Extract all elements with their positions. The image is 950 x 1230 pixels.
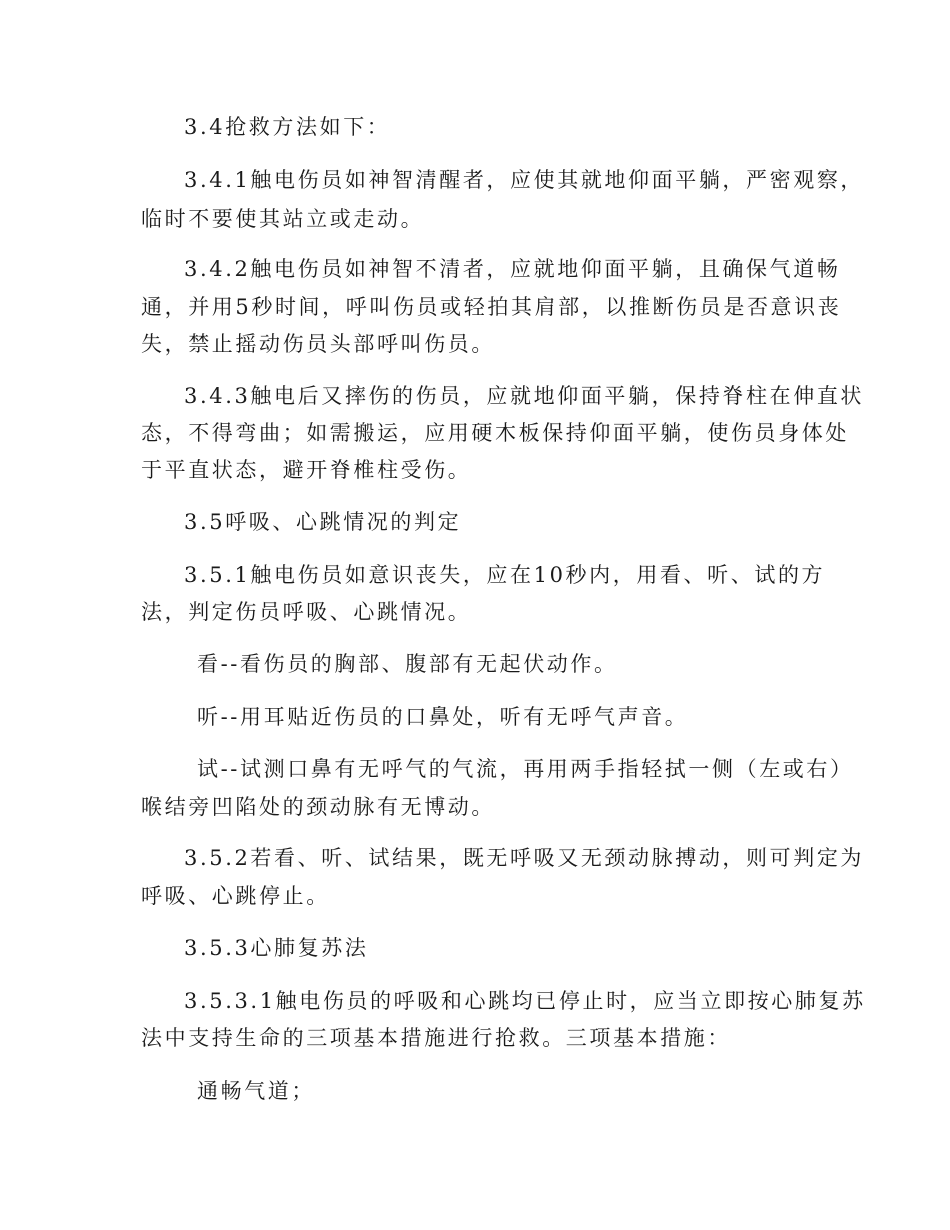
section-heading-3-4: 3.4抢救方法如下： (184, 115, 391, 139)
paragraph-3-4-3-line-3: 于平直状态，避开脊椎柱受伤。 (141, 458, 472, 482)
paragraph-3-4-2-line-2: 通，并用5秒时间，呼叫伤员或轻拍其肩部，以推断伤员是否意识丧 (141, 295, 842, 319)
test-item-line-1: 试--试测口鼻有无呼气的气流，再用两手指轻拭一侧（左或右） (197, 757, 854, 781)
paragraph-3-5-2-line-2: 呼吸、心跳停止。 (141, 884, 330, 908)
paragraph-3-4-1-line-1: 3.4.1触电伤员如神智清醒者，应使其就地仰面平躺，严密观察， (184, 168, 865, 192)
paragraph-3-4-3-line-1: 3.4.3触电后又摔伤的伤员，应就地仰面平躺，保持脊柱在伸直状 (184, 384, 865, 408)
paragraph-3-4-3-line-2: 态，不得弯曲；如需搬运，应用硬木板保持仰面平躺，使伤员身体处 (141, 421, 849, 445)
paragraph-3-4-1-line-2: 临时不要使其站立或走动。 (141, 207, 425, 231)
paragraph-3-5-1-line-1: 3.5.1触电伤员如意识丧失，应在10秒内，用看、听、试的方 (184, 563, 826, 587)
paragraph-3-5-3-1-line-2: 法中支持生命的三项基本措施进行抢救。三项基本措施： (141, 1026, 731, 1050)
paragraph-3-4-2-line-1: 3.4.2触电伤员如神智不清者，应就地仰面平躺，且确保气道畅 (184, 257, 841, 281)
measure-item-airway: 通畅气道； (197, 1079, 315, 1103)
paragraph-3-5-1-line-2: 法，判定伤员呼吸、心跳情况。 (141, 600, 472, 624)
paragraph-3-4-2-line-3: 失，禁止摇动伤员头部呼叫伤员。 (141, 332, 495, 356)
paragraph-3-5-3-1-line-1: 3.5.3.1触电伤员的呼吸和心跳均已停止时，应当立即按心肺复苏 (184, 989, 866, 1013)
section-heading-3-5: 3.5呼吸、心跳情况的判定 (184, 510, 462, 534)
paragraph-3-5-2-line-1: 3.5.2若看、听、试结果，既无呼吸又无颈动脉搏动，则可判定为 (184, 846, 865, 870)
test-item-line-2: 喉结旁凹陷处的颈动脉有无博动。 (141, 795, 495, 819)
look-item: 看--看伤员的胸部、腹部有无起伏动作。 (197, 652, 618, 676)
section-heading-3-5-3: 3.5.3心肺复苏法 (184, 936, 369, 960)
listen-item: 听--用耳贴近伤员的口鼻处，听有无呼气声音。 (197, 705, 689, 729)
